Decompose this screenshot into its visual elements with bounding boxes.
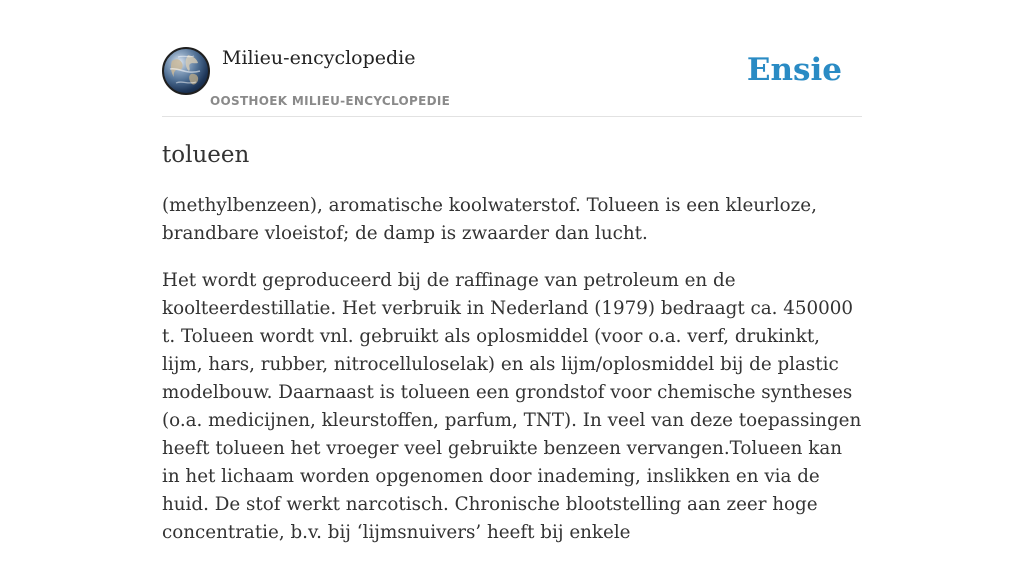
article-body — [162, 192, 862, 566]
site-name[interactable]: Milieu-encyclopedie — [222, 47, 416, 69]
site-header — [162, 0, 862, 117]
site-subtitle: OOSTHOEK MILIEU-ENCYCLOPEDIE — [210, 94, 451, 108]
page-title: tolueen — [162, 142, 250, 168]
earth-globe-icon[interactable] — [162, 47, 210, 95]
article-paragraph: (methylbenzeen), aromatische koolwaterstof. Tolueen is een kleurloze, brandbare vloeistof; de damp is zwaarder dan lucht. — [162, 195, 817, 244]
article-paragraph: Het wordt geproduceerd bij de raffinage van petroleum en de koolteerdestillatie. Het verbruik in Nederland (1979) bedraagt ca. 450000 t. Tolueen wordt vnl. gebruikt als oplosmiddel (voor o.a. verf, drukinkt, lijm, hars, rubber, nitrocelluloselak) en als lijm/oplosmiddel bij de plastic modelbouw. Daarnaast is tolueen een grondstof voor chemische syntheses (o.a. medicijnen, kleurstoffen, parfum, TNT). In veel van deze toepassingen heeft tolueen het vroeger veel gebruikte benzeen vervangen.Tolueen kan in het lichaam worden opgenomen door inademing, inslikken en via de huid. De stof werkt narcotisch. Chronische blootstelling aan zeer hoge concentratie, b.v. bij ‘lijmsnuivers’ heeft bij enkele — [162, 270, 862, 543]
brand-logo[interactable]: Ensie — [746, 52, 842, 88]
